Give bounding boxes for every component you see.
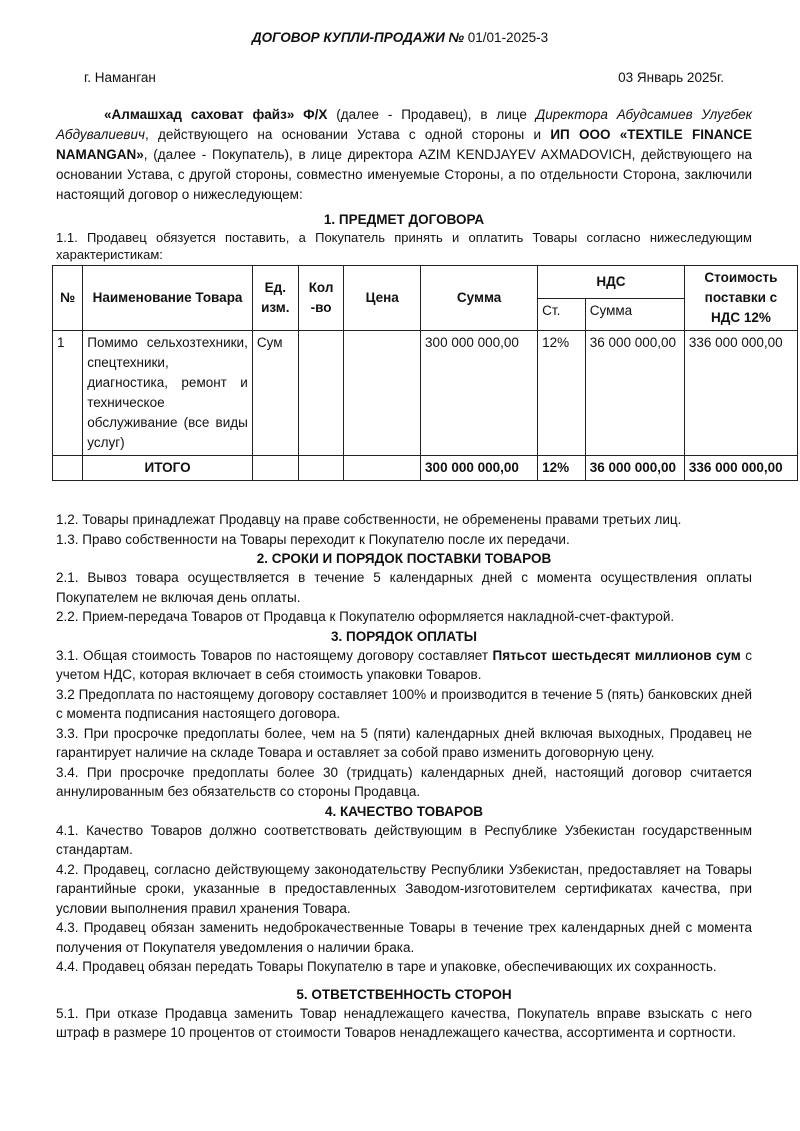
clause-4-1: 4.1. Качество Товаров должно соответствовать действующим в Республике Узбекистан государственным стандартам. bbox=[56, 822, 752, 857]
section-5-heading: 5. ОТВЕТСТВЕННОСТЬ СТОРОН bbox=[296, 986, 512, 1002]
clause-4-2: 4.2. Продавец, согласно действующему законодательству Республики Узбекистан, предоставляет на Товары гарантийные сроки, указанные в предоставленных Заводом-изготовителем сертификатах качества, при условии выполнения правил хранения Товара. bbox=[56, 861, 752, 916]
cell-total: 336 000 000,00 bbox=[684, 331, 797, 456]
total-cell-unit bbox=[252, 456, 298, 481]
col-header-vat-sum: Сумма bbox=[585, 298, 684, 331]
cell-vat-rate: 12% bbox=[538, 331, 586, 456]
contract-title-text: ДОГОВОР КУПЛИ-ПРОДАЖИ № bbox=[251, 30, 465, 45]
cell-no: 1 bbox=[53, 331, 83, 456]
goods-table bbox=[52, 265, 798, 481]
section-4-heading: 4. КАЧЕСТВО ТОВАРОВ bbox=[324, 803, 484, 819]
total-amount-words: Пятьсот шестьдесят миллионов сум bbox=[492, 647, 741, 663]
cell-unit: Сум bbox=[252, 331, 298, 456]
clause-5-1: 5.1. При отказе Продавца заменить Товар ненадлежащего качества, Покупатель вправе взыскать с него штраф в размере 10 процентов от стоимости Товаров ненадлежащего качества, ассортимента и сортности. bbox=[56, 1005, 752, 1040]
cell-sum: 300 000 000,00 bbox=[421, 331, 538, 456]
preamble-text-1: (далее - Продавец), в лице bbox=[327, 107, 536, 122]
col-header-unit: Ед. изм. bbox=[252, 266, 298, 331]
table-total-row bbox=[53, 456, 798, 481]
total-sum: 300 000 000,00 bbox=[421, 456, 538, 481]
col-header-no: № bbox=[53, 266, 83, 331]
contract-title bbox=[0, 30, 800, 45]
total-cell-no bbox=[53, 456, 83, 481]
table-row bbox=[53, 331, 798, 456]
col-header-qty: Кол -во bbox=[298, 266, 344, 331]
contract-date: 03 Январь 2025г. bbox=[618, 70, 724, 85]
clause-3-2: 3.2 Предоплата по настоящему договору составляет 100% и производится в течение 5 (пять) банковских дней с момента подписания настоящего договора. bbox=[56, 686, 752, 721]
clause-4-3: 4.3. Продавец обязан заменить недоброкачественные Товары в течение трех календарных дней с момента получения от Покупателя уведомления о наличии брака. bbox=[56, 920, 752, 955]
clause-3-4: 3.4. При просрочке предоплаты более 30 (тридцать) календарных дней, настоящий договор считается аннулированным без обязательств со стороны Продавца. bbox=[56, 764, 752, 799]
col-header-total: Стоимость поставки с НДС 12% bbox=[684, 266, 797, 331]
contract-body bbox=[56, 510, 752, 1043]
total-amount: 336 000 000,00 bbox=[684, 456, 797, 481]
cell-qty bbox=[298, 331, 344, 456]
clause-1-2: 1.2. Товары принадлежат Продавцу на праве собственности, не обременены правами третьих лиц. bbox=[56, 512, 682, 527]
total-label: ИТОГО bbox=[83, 456, 253, 481]
col-header-price: Цена bbox=[344, 266, 421, 331]
col-header-sum: Сумма bbox=[421, 266, 538, 331]
contract-city: г. Наманган bbox=[84, 70, 156, 85]
col-header-vat: НДС bbox=[538, 266, 685, 299]
total-cell-price bbox=[344, 456, 421, 481]
section-3-heading: 3. ПОРЯДОК ОПЛАТЫ bbox=[331, 628, 477, 644]
contract-number: 01/01-2025-3 bbox=[464, 30, 549, 45]
col-header-vat-rate: Ст. bbox=[538, 298, 586, 331]
cell-vat-sum: 36 000 000,00 bbox=[585, 331, 684, 456]
clause-4-4: 4.4. Продавец обязан передать Товары Покупателю в таре и упаковке, обеспечивающих их сохранность. bbox=[56, 959, 717, 974]
seller-name: «Алмашхад саховат файз» Ф/Х bbox=[104, 107, 328, 122]
table-header-row bbox=[53, 266, 798, 299]
clause-3-3: 3.3. При просрочке предоплаты более, чем на 5 (пяти) календарных дней включая выходных, Продавец не гарантирует наличие на складе Товара и оставляет за собой право изменить договорную цену. bbox=[56, 725, 752, 760]
clause-2-1: 2.1. Вывоз товара осуществляется в течение 5 календарных дней с момента осуществления оплаты Покупателем не включая день оплаты. bbox=[56, 570, 752, 605]
place-date-row bbox=[84, 70, 724, 85]
section-2-heading: 2. СРОКИ И ПОРЯДОК ПОСТАВКИ ТОВАРОВ bbox=[256, 551, 552, 566]
seller-representative: Директора Абудсамиев Улугбек Абдувалиевич bbox=[56, 107, 752, 142]
clause-1-1: 1.1. Продавец обязуется поставить, а Покупатель принять и оплатить Товары согласно нижеследующим характеристикам: bbox=[56, 230, 752, 262]
preamble-text-2: , действующего на основании Устава с одной стороны и bbox=[144, 127, 551, 142]
total-cell-qty bbox=[298, 456, 344, 481]
preamble bbox=[56, 105, 752, 205]
clause-3-1-text-a: 3.1. Общая стоимость Товаров по настоящему договору составляет bbox=[56, 647, 493, 663]
buyer-name: ИП ООО «TEXTILE FINANCE NAMANGAN» bbox=[56, 127, 753, 162]
preamble-text-3: , (далее - Покупатель), в лице директора AZIM KENDJAYEV AXMADOVICH, действующего на основании Устава, с другой стороны, совместно именуемые Стороны, а по отдельности Сторона, заключили настоящий договор о нижеследующем: bbox=[56, 147, 752, 202]
cell-price bbox=[344, 331, 421, 456]
cell-name: Помимо сельхозтехники, спецтехники, диагностика, ремонт и техническое обслуживание (все виды услуг) bbox=[83, 331, 253, 456]
total-vat-sum: 36 000 000,00 bbox=[585, 456, 684, 481]
clause-1-3: 1.3. Право собственности на Товары переходит к Покупателю после их передачи. bbox=[56, 531, 570, 547]
clause-2-2: 2.2. Прием-передача Товаров от Продавца к Покупателю оформляется накладной-счет-фактурой. bbox=[56, 609, 675, 624]
section-1-heading: 1. ПРЕДМЕТ ДОГОВОРА bbox=[323, 212, 485, 227]
total-vat-rate: 12% bbox=[538, 456, 586, 481]
section-1-intro bbox=[56, 210, 752, 263]
col-header-name: Наименование Товара bbox=[83, 266, 253, 331]
clause-3-1 bbox=[56, 646, 752, 685]
clause-3-1-text-b: с учетом НДС, которая включает в себя стоимость упаковки Товаров. bbox=[56, 647, 752, 682]
